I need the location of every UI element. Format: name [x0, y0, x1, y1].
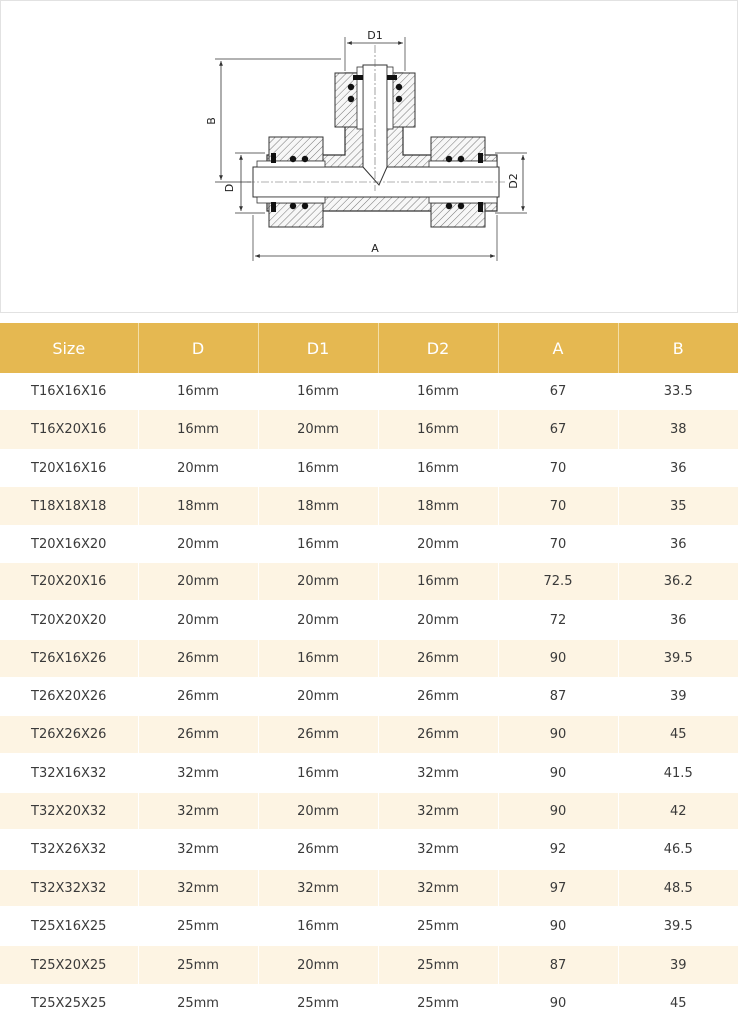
- cell-a: 97: [498, 870, 618, 906]
- cell-d: 26mm: [138, 716, 258, 753]
- spec-table-body: [0, 373, 738, 1022]
- cell-size: T26X26X26: [0, 716, 138, 753]
- cell-d2: 20mm: [378, 525, 498, 563]
- cell-d: 20mm: [138, 525, 258, 563]
- top-nut-right: [391, 73, 415, 127]
- cell-d2: 25mm: [378, 906, 498, 946]
- cell-d: 20mm: [138, 449, 258, 487]
- cell-a: 67: [498, 410, 618, 449]
- cell-b: 36: [618, 449, 738, 487]
- cell-b: 48.5: [618, 870, 738, 906]
- cell-d1: 18mm: [258, 487, 378, 525]
- cell-b: 35: [618, 487, 738, 525]
- table-row: [0, 870, 738, 906]
- spec-table-header: [0, 323, 738, 373]
- cell-b: 45: [618, 716, 738, 753]
- table-row: [0, 793, 738, 829]
- cell-d1: 20mm: [258, 946, 378, 984]
- cell-d1: 20mm: [258, 410, 378, 449]
- cell-b: 46.5: [618, 829, 738, 870]
- cell-d: 32mm: [138, 829, 258, 870]
- label-a: A: [371, 242, 379, 255]
- table-row: [0, 525, 738, 563]
- cell-d1: 16mm: [258, 906, 378, 946]
- cell-size: T32X26X32: [0, 829, 138, 870]
- table-row: [0, 640, 738, 677]
- cell-d2: 26mm: [378, 640, 498, 677]
- cell-a: 90: [498, 716, 618, 753]
- table-row: [0, 487, 738, 525]
- cell-size: T32X16X32: [0, 753, 138, 793]
- cell-d1: 32mm: [258, 870, 378, 906]
- label-d: D: [223, 183, 236, 193]
- cell-d: 16mm: [138, 373, 258, 410]
- cell-b: 45: [618, 984, 738, 1022]
- cell-b: 38: [618, 410, 738, 449]
- cell-a: 90: [498, 753, 618, 793]
- table-row: [0, 600, 738, 640]
- left-nut-top: [269, 137, 323, 161]
- column-header-d1: D1: [258, 323, 378, 373]
- cell-size: T26X20X26: [0, 677, 138, 716]
- cell-d: 26mm: [138, 640, 258, 677]
- cell-b: 41.5: [618, 753, 738, 793]
- cell-d1: 20mm: [258, 563, 378, 600]
- cell-d1: 16mm: [258, 449, 378, 487]
- column-header-d2: D2: [378, 323, 498, 373]
- cell-a: 92: [498, 829, 618, 870]
- tee-fitting-drawing: [1, 1, 737, 312]
- cell-b: 39: [618, 946, 738, 984]
- cell-b: 42: [618, 793, 738, 829]
- cell-b: 39.5: [618, 640, 738, 677]
- top-nut-left: [335, 73, 359, 127]
- table-row: [0, 373, 738, 410]
- cell-d2: 32mm: [378, 870, 498, 906]
- cell-b: 33.5: [618, 373, 738, 410]
- cell-d2: 32mm: [378, 753, 498, 793]
- cell-size: T26X16X26: [0, 640, 138, 677]
- table-row: [0, 410, 738, 449]
- cell-a: 72: [498, 600, 618, 640]
- cell-d1: 20mm: [258, 793, 378, 829]
- cell-d2: 18mm: [378, 487, 498, 525]
- cell-size: T16X16X16: [0, 373, 138, 410]
- table-row: [0, 984, 738, 1022]
- cell-b: 36: [618, 525, 738, 563]
- cell-d1: 16mm: [258, 525, 378, 563]
- table-row: [0, 946, 738, 984]
- cell-b: 36: [618, 600, 738, 640]
- cell-size: T25X16X25: [0, 906, 138, 946]
- cell-d2: 16mm: [378, 373, 498, 410]
- cell-size: T20X20X20: [0, 600, 138, 640]
- cell-d: 32mm: [138, 870, 258, 906]
- cell-d2: 25mm: [378, 946, 498, 984]
- cell-d: 25mm: [138, 906, 258, 946]
- cell-d2: 25mm: [378, 984, 498, 1022]
- cell-d2: 16mm: [378, 449, 498, 487]
- cell-a: 90: [498, 984, 618, 1022]
- column-header-size: Size: [0, 323, 138, 373]
- cell-size: T25X25X25: [0, 984, 138, 1022]
- table-row: [0, 449, 738, 487]
- cell-d1: 16mm: [258, 373, 378, 410]
- cell-d: 20mm: [138, 600, 258, 640]
- cell-a: 67: [498, 373, 618, 410]
- label-b: B: [205, 117, 218, 125]
- spec-table: [0, 323, 738, 1022]
- cell-b: 39.5: [618, 906, 738, 946]
- cell-a: 87: [498, 677, 618, 716]
- cell-a: 90: [498, 793, 618, 829]
- cell-b: 39: [618, 677, 738, 716]
- cell-a: 70: [498, 487, 618, 525]
- cell-d1: 16mm: [258, 753, 378, 793]
- cell-size: T25X20X25: [0, 946, 138, 984]
- cell-d: 32mm: [138, 753, 258, 793]
- table-row: [0, 677, 738, 716]
- cell-size: T20X20X16: [0, 563, 138, 600]
- cell-d1: 20mm: [258, 677, 378, 716]
- cell-d1: 26mm: [258, 716, 378, 753]
- table-row: [0, 829, 738, 870]
- cell-d: 20mm: [138, 563, 258, 600]
- cell-d2: 16mm: [378, 410, 498, 449]
- cell-d: 25mm: [138, 984, 258, 1022]
- cell-a: 90: [498, 906, 618, 946]
- label-d1: D1: [367, 29, 383, 42]
- column-header-d: D: [138, 323, 258, 373]
- cell-b: 36.2: [618, 563, 738, 600]
- cell-a: 87: [498, 946, 618, 984]
- cell-d1: 16mm: [258, 640, 378, 677]
- table-row: [0, 716, 738, 753]
- header-row: [0, 323, 738, 373]
- cell-d2: 26mm: [378, 677, 498, 716]
- cell-d2: 32mm: [378, 829, 498, 870]
- label-d2: D2: [507, 173, 520, 189]
- cell-d: 32mm: [138, 793, 258, 829]
- diagram-panel: [0, 0, 738, 313]
- cell-d2: 26mm: [378, 716, 498, 753]
- table-row: [0, 563, 738, 600]
- cell-a: 70: [498, 525, 618, 563]
- cell-d: 16mm: [138, 410, 258, 449]
- cell-d1: 26mm: [258, 829, 378, 870]
- table-row: [0, 906, 738, 946]
- cell-a: 90: [498, 640, 618, 677]
- cell-a: 72.5: [498, 563, 618, 600]
- cell-d1: 20mm: [258, 600, 378, 640]
- cell-d: 26mm: [138, 677, 258, 716]
- cell-size: T20X16X16: [0, 449, 138, 487]
- cell-d: 18mm: [138, 487, 258, 525]
- cell-size: T32X32X32: [0, 870, 138, 906]
- column-header-b: B: [618, 323, 738, 373]
- right-nut-top: [431, 137, 485, 161]
- cell-size: T32X20X32: [0, 793, 138, 829]
- cell-size: T18X18X18: [0, 487, 138, 525]
- cell-size: T20X16X20: [0, 525, 138, 563]
- cell-d2: 20mm: [378, 600, 498, 640]
- cell-a: 70: [498, 449, 618, 487]
- cell-d2: 16mm: [378, 563, 498, 600]
- cell-d2: 32mm: [378, 793, 498, 829]
- cell-size: T16X20X16: [0, 410, 138, 449]
- cell-d1: 25mm: [258, 984, 378, 1022]
- column-header-a: A: [498, 323, 618, 373]
- cell-d: 25mm: [138, 946, 258, 984]
- table-row: [0, 753, 738, 793]
